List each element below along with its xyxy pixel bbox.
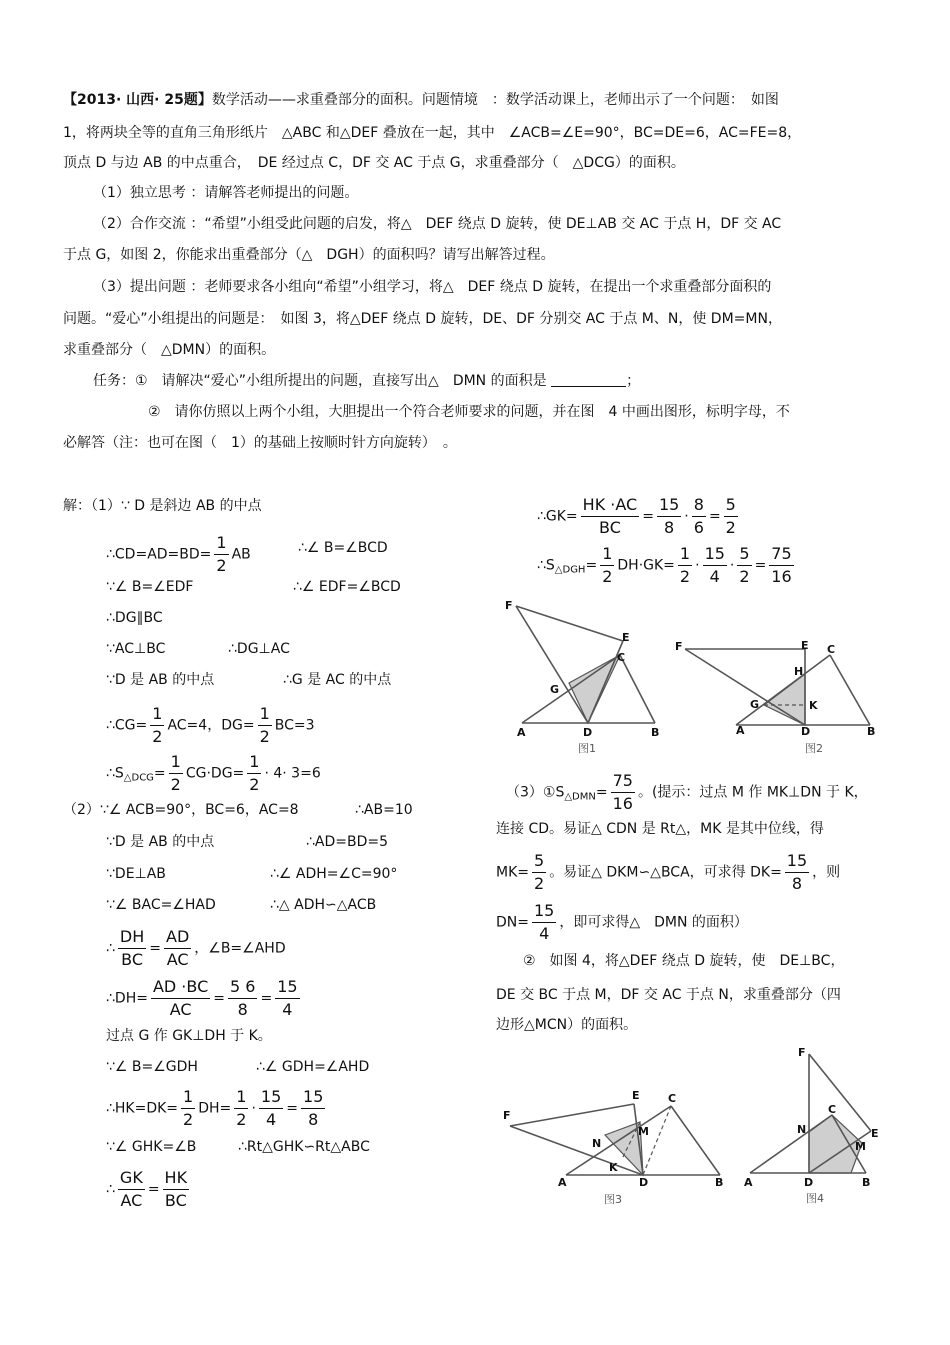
frac-num: HK ·AC bbox=[581, 494, 640, 517]
frac-num: 15 bbox=[275, 976, 299, 999]
frac-den: 4 bbox=[266, 1110, 277, 1129]
fraction bbox=[214, 532, 228, 577]
fraction bbox=[611, 770, 635, 815]
frac-num: HK bbox=[163, 1167, 190, 1190]
frac-den: 8 bbox=[308, 1110, 319, 1129]
sol-l13-b: = bbox=[149, 940, 162, 957]
sol-l17-a: ∴HK=DK= bbox=[106, 1100, 179, 1117]
fig4-label-n: N bbox=[797, 1123, 807, 1136]
sol-r3-a: （3）①S bbox=[506, 784, 565, 801]
fig1-label-a: A bbox=[517, 726, 526, 739]
frac-num: 15 bbox=[532, 900, 556, 923]
fraction bbox=[275, 976, 299, 1021]
sol-l14-b: = bbox=[213, 990, 225, 1007]
sol-l3-a: ∵∠ B=∠EDF bbox=[106, 579, 194, 595]
fig3-cb bbox=[671, 1106, 720, 1175]
sol-l13-c: ，∠B=∠AHD bbox=[194, 940, 286, 957]
frac-den: 2 bbox=[249, 775, 260, 794]
sol-r3-b: = bbox=[595, 784, 608, 801]
fig3-ac bbox=[566, 1106, 671, 1175]
fig2-label-b: B bbox=[867, 725, 876, 738]
fraction bbox=[703, 543, 727, 588]
sol-l8-sub: △DCG bbox=[123, 772, 154, 784]
frac-den: 8 bbox=[664, 518, 675, 537]
sol-r1-b: = bbox=[642, 508, 654, 525]
sol-l13-a: ∴ bbox=[106, 940, 115, 957]
fig1-ac bbox=[522, 655, 620, 723]
fig3-label-m: M bbox=[638, 1125, 649, 1138]
frac-den: BC bbox=[599, 518, 621, 537]
sol-l10-a: ∵D 是 AB 的中点 bbox=[106, 834, 215, 850]
sol-l5-a: ∵AC⊥BC bbox=[106, 641, 166, 657]
sol-r1-a: ∴GK= bbox=[537, 508, 578, 525]
problem-line-7: （3）提出问题 ：老师要求各小组向“希望”小组学习，将△ DEF 绕点 D 旋转，在提出一个求重叠部分面积的 bbox=[93, 279, 772, 295]
sol-l19 bbox=[106, 1167, 192, 1212]
frac-num: 1 bbox=[600, 543, 614, 566]
frac-num: AD ·BC bbox=[151, 976, 210, 999]
fraction bbox=[169, 751, 183, 796]
frac-num: 1 bbox=[214, 532, 228, 555]
frac-den: AC bbox=[120, 1191, 143, 1210]
fraction bbox=[163, 1167, 190, 1212]
problem-line-10 bbox=[93, 371, 640, 391]
figure-4 bbox=[740, 1040, 885, 1210]
frac-den: 6 bbox=[693, 518, 704, 537]
fraction bbox=[724, 494, 738, 539]
sol-l15: 过点 G 作 GK⊥DH 于 K。 bbox=[106, 1028, 272, 1044]
fraction bbox=[737, 543, 751, 588]
fraction bbox=[259, 1086, 283, 1131]
sol-r6 bbox=[496, 900, 748, 945]
figure-2 bbox=[670, 630, 885, 760]
sol-l4: ∴DG∥BC bbox=[106, 610, 163, 626]
fig1-df bbox=[516, 606, 588, 723]
frac-num: 15 bbox=[785, 850, 809, 873]
frac-num: 15 bbox=[259, 1086, 283, 1109]
sol-l2-b: AB bbox=[231, 546, 251, 563]
fig3-label-f: F bbox=[503, 1109, 511, 1122]
frac-num: 5 bbox=[532, 850, 546, 873]
sol-r9: 边形△MCN）的面积。 bbox=[496, 1017, 638, 1033]
frac-den: 4 bbox=[539, 924, 550, 943]
frac-den: 2 bbox=[602, 567, 613, 586]
frac-num: 75 bbox=[611, 770, 635, 793]
problem-line-6: 于点 G，如图 2，你能求出重叠部分（△ DGH）的面积吗？请写出解答过程。 bbox=[63, 247, 555, 263]
frac-den: 16 bbox=[771, 567, 792, 586]
answer-blank bbox=[551, 372, 626, 387]
sol-r1-c: · bbox=[684, 508, 689, 525]
fraction bbox=[532, 850, 546, 895]
sol-r5-b: 。易证△ DKM∽△BCA，可求得 DK= bbox=[549, 864, 782, 881]
sol-r2-sub: △DGH bbox=[554, 564, 586, 576]
sol-l2-a: ∴CD=AD=BD= bbox=[106, 546, 212, 563]
sol-l16-a: ∵∠ B=∠GDH bbox=[106, 1059, 198, 1075]
fig3-fe bbox=[510, 1104, 634, 1126]
fig4-label-f: F bbox=[798, 1046, 806, 1059]
fig4-label-e: E bbox=[871, 1127, 879, 1140]
frac-den: BC bbox=[164, 1191, 187, 1210]
frac-num: 1 bbox=[234, 1086, 248, 1109]
sol-r2 bbox=[537, 543, 797, 588]
sol-r2-g: = bbox=[754, 557, 767, 574]
problem-line-12: 必解答（注：也可在图（ 1）的基础上按顺时针方向旋转） 。 bbox=[63, 435, 457, 451]
fig1-label-f: F bbox=[505, 599, 513, 612]
sol-l7-b: AC=4，DG= bbox=[167, 717, 255, 734]
sol-l17-b: DH= bbox=[198, 1100, 232, 1117]
frac-num: 75 bbox=[769, 543, 793, 566]
frac-num: 5 bbox=[724, 494, 738, 517]
fig2-caption: 图2 bbox=[805, 742, 823, 755]
sol-l9-b: ∴AB=10 bbox=[355, 802, 413, 818]
frac-den: 2 bbox=[534, 874, 545, 893]
fig4-label-d: D bbox=[804, 1176, 814, 1189]
sol-l17-d: = bbox=[286, 1100, 299, 1117]
frac-num: 5 bbox=[737, 543, 751, 566]
fig2-label-f: F bbox=[675, 640, 683, 653]
fig3-label-k: K bbox=[609, 1161, 618, 1174]
frac-den: 8 bbox=[791, 874, 803, 893]
frac-den: 4 bbox=[709, 567, 720, 586]
frac-den: 2 bbox=[170, 775, 181, 794]
sol-l8-c: CG·DG= bbox=[185, 765, 245, 782]
sol-r2-d: · bbox=[695, 557, 700, 574]
sol-r1 bbox=[537, 494, 741, 539]
fig2-label-k: K bbox=[809, 699, 818, 712]
fig2-cb bbox=[830, 655, 870, 725]
sol-r3 bbox=[506, 770, 868, 815]
sol-l2 bbox=[106, 532, 251, 577]
sol-l6-a: ∵D 是 AB 的中点 bbox=[106, 672, 215, 688]
fraction bbox=[150, 703, 164, 748]
problem-line-1 bbox=[63, 90, 779, 110]
frac-den: 2 bbox=[739, 567, 750, 586]
sol-l18-a: ∵∠ GHK=∠B bbox=[106, 1139, 197, 1155]
frac-den: 2 bbox=[679, 567, 691, 586]
fig2-label-d: D bbox=[801, 725, 811, 738]
sol-r6-a: DN= bbox=[496, 914, 529, 931]
frac-num: 1 bbox=[678, 543, 692, 566]
fraction bbox=[228, 976, 257, 1021]
fig4-label-b: B bbox=[862, 1176, 871, 1189]
fig4-label-a: A bbox=[744, 1176, 753, 1189]
frac-den: 8 bbox=[237, 1000, 248, 1019]
sol-l12-b: ∴△ ADH∽△ACB bbox=[270, 897, 377, 913]
sol-l10-b: ∴AD=BD=5 bbox=[306, 834, 389, 850]
sol-l17-c: · bbox=[251, 1100, 256, 1117]
problem-line-2: 1，将两块全等的直角三角形纸片 △ABC 和△DEF 叠放在一起，其中 ∠ACB=∠E=90°，BC=DE=6，AC=FE=8， bbox=[63, 125, 802, 141]
frac-den: 2 bbox=[216, 556, 227, 575]
fraction bbox=[258, 703, 272, 748]
sol-l8-b: = bbox=[153, 765, 166, 782]
fig1-label-d: D bbox=[583, 726, 593, 739]
sol-r6-b: ，即可求得△ DMN 的面积） bbox=[559, 914, 748, 931]
task-1-text: 任务：① 请解决“爱心”小组所提出的问题，直接写出△ DMN 的面积是 bbox=[93, 373, 547, 389]
sol-l18-b: ∴Rt△GHK∽Rt△ABC bbox=[238, 1139, 370, 1155]
frac-den: BC bbox=[121, 950, 144, 969]
fraction bbox=[692, 494, 706, 539]
task-1-end: ； bbox=[626, 373, 641, 389]
fraction bbox=[678, 543, 692, 588]
fig3-label-a: A bbox=[558, 1176, 567, 1189]
sol-l8 bbox=[106, 751, 321, 796]
frac-num: 8 bbox=[692, 494, 706, 517]
fraction bbox=[234, 1086, 248, 1131]
sol-l17 bbox=[106, 1086, 328, 1131]
frac-num: 5 6 bbox=[228, 976, 257, 999]
sol-l11-b: ∴∠ ADH=∠C=90° bbox=[270, 866, 398, 882]
fig2-label-c: C bbox=[827, 643, 836, 656]
sol-r2-b: = bbox=[585, 557, 598, 574]
problem-line-8: 问题。“爱心”小组提出的问题是： 如图 3，将△DEF 绕点 D 旋转，DE、DF 分别交 AC 于点 M、N，使 DM=MN， bbox=[63, 311, 782, 327]
fraction bbox=[532, 900, 556, 945]
fig4-label-c: C bbox=[828, 1103, 837, 1116]
frac-den: 2 bbox=[183, 1110, 194, 1129]
fig1-cb bbox=[620, 655, 655, 723]
sol-r5-a: MK= bbox=[496, 864, 529, 881]
frac-num: 15 bbox=[657, 494, 681, 517]
frac-num: 1 bbox=[247, 751, 261, 774]
frac-num: DH bbox=[118, 926, 146, 949]
fig3-label-n: N bbox=[592, 1137, 602, 1150]
sol-l9-a: （2）∵∠ ACB=90°，BC=6，AC=8 bbox=[63, 802, 299, 818]
sol-l7-c: BC=3 bbox=[274, 717, 315, 734]
sol-l13 bbox=[106, 926, 286, 971]
fraction bbox=[164, 926, 191, 971]
frac-num: GK bbox=[118, 1167, 145, 1190]
fig4-label-m: M bbox=[855, 1140, 866, 1153]
fig1-caption: 图1 bbox=[578, 742, 596, 755]
fraction bbox=[151, 976, 210, 1021]
frac-den: 4 bbox=[282, 1000, 293, 1019]
sol-l8-d: · 4· 3=6 bbox=[264, 765, 321, 782]
fig4-caption: 图4 bbox=[806, 1192, 824, 1205]
fraction bbox=[118, 926, 146, 971]
fig3-label-e: E bbox=[632, 1089, 640, 1102]
sol-l1: 解：（1）∵ D 是斜边 AB 的中点 bbox=[63, 498, 262, 514]
fig3-label-b: B bbox=[715, 1176, 724, 1189]
frac-den: 2 bbox=[259, 727, 270, 746]
frac-den: AC bbox=[166, 950, 189, 969]
sol-l11-a: ∵DE⊥AB bbox=[106, 866, 166, 882]
sol-l8-a: ∴S bbox=[106, 765, 124, 782]
sol-l2-c: ∴∠ B=∠BCD bbox=[298, 540, 388, 556]
fraction bbox=[581, 494, 640, 539]
frac-num: 1 bbox=[258, 703, 272, 726]
fraction bbox=[301, 1086, 325, 1131]
fig3-caption: 图3 bbox=[604, 1193, 622, 1206]
fig1-label-e: E bbox=[622, 631, 630, 644]
problem-heading: 【2013· 山西· 25题】 bbox=[63, 92, 212, 108]
frac-den: AC bbox=[169, 1000, 192, 1019]
frac-den: 2 bbox=[152, 727, 163, 746]
sol-r5 bbox=[496, 850, 840, 895]
sol-l5-b: ∴DG⊥AC bbox=[228, 641, 290, 657]
frac-den: 2 bbox=[725, 518, 736, 537]
sol-r3-sub: △DMN bbox=[564, 791, 596, 803]
frac-den: 16 bbox=[612, 794, 633, 813]
fig1-label-b: B bbox=[651, 726, 660, 739]
sol-r2-e: · bbox=[729, 557, 735, 574]
fraction bbox=[785, 850, 809, 895]
fraction bbox=[600, 543, 614, 588]
fraction bbox=[247, 751, 261, 796]
sol-r5-c: ，则 bbox=[812, 864, 841, 881]
sol-l19-b: = bbox=[147, 1181, 160, 1198]
frac-num: 1 bbox=[169, 751, 183, 774]
sol-l7 bbox=[106, 703, 315, 748]
frac-den: 2 bbox=[236, 1110, 247, 1129]
sol-l6-b: ∴G 是 AC 的中点 bbox=[283, 672, 392, 688]
sol-r3-c: 。(提示：过点 M 作 MK⊥DN 于 K， bbox=[637, 784, 868, 801]
fig3-cd bbox=[643, 1106, 671, 1175]
fig3-label-d: D bbox=[639, 1176, 649, 1189]
sol-l16-b: ∴∠ GDH=∠AHD bbox=[256, 1059, 370, 1075]
sol-r7: ② 如图 4，将△DEF 绕点 D 旋转，使 DE⊥BC， bbox=[523, 953, 845, 969]
fig2-label-h: H bbox=[794, 665, 804, 678]
problem-line-3: 顶点 D 与边 AB 的中点重合， DE 经过点 C，DF 交 AC 于点 G，求重叠部分（ △DCG）的面积。 bbox=[63, 155, 685, 171]
sol-l14 bbox=[106, 976, 303, 1021]
fig2-label-e: E bbox=[801, 639, 809, 652]
sol-r4: 连接 CD。易证△ CDN 是 Rt△，MK 是其中位线，得 bbox=[496, 821, 824, 837]
sol-l3-b: ∴∠ EDF=∠BCD bbox=[293, 579, 401, 595]
fraction bbox=[181, 1086, 195, 1131]
fig1-label-g: G bbox=[550, 683, 560, 696]
fig1-fe bbox=[516, 606, 623, 641]
figure-1 bbox=[505, 595, 675, 760]
sol-r2-a: ∴S bbox=[537, 557, 555, 574]
sol-r2-c: DH·GK= bbox=[617, 557, 675, 574]
frac-num: 1 bbox=[150, 703, 164, 726]
fraction bbox=[118, 1167, 145, 1212]
sol-l14-a: ∴DH= bbox=[106, 990, 148, 1007]
sol-l19-a: ∴ bbox=[106, 1181, 115, 1198]
frac-num: AD bbox=[164, 926, 191, 949]
sol-r1-d: = bbox=[708, 508, 721, 525]
problem-line-5: （2）合作交流 ：“希望”小组受此问题的启发，将△ DEF 绕点 D 旋转，使 DE⊥AB 交 AC 于点 H，DF 交 AC bbox=[93, 216, 782, 232]
frac-num: 15 bbox=[703, 543, 727, 566]
fig4-fe bbox=[809, 1054, 871, 1131]
frac-num: 15 bbox=[301, 1086, 325, 1109]
fig3-label-c: C bbox=[668, 1092, 677, 1105]
fig2-label-g: G bbox=[750, 698, 760, 711]
problem-line-9: 求重叠部分（ △DMN）的面积。 bbox=[63, 342, 276, 358]
sol-r8: DE 交 BC 于点 M，DF 交 AC 于点 N，求重叠部分（四 bbox=[496, 987, 841, 1003]
frac-num: 1 bbox=[181, 1086, 195, 1109]
fig1-label-c: C bbox=[617, 651, 626, 664]
sol-l14-c: = bbox=[260, 990, 273, 1007]
problem-line-1-text: 数学活动——求重叠部分的面积。问题情境 ：数学活动课上，老师出示了一个问题： 如图 bbox=[211, 92, 779, 108]
sol-l12-a: ∵∠ BAC=∠HAD bbox=[106, 897, 216, 913]
sol-l7-a: ∴CG= bbox=[106, 717, 148, 734]
fig2-label-a: A bbox=[736, 724, 745, 737]
fraction bbox=[657, 494, 681, 539]
fraction bbox=[769, 543, 793, 588]
problem-line-4: （1）独立思考 ：请解答老师提出的问题。 bbox=[93, 185, 359, 201]
figure-3 bbox=[500, 1085, 730, 1210]
problem-line-11: ② 请你仿照以上两个小组，大胆提出一个符合老师要求的问题，并在图 4 中画出图形，标明字母，不 bbox=[148, 404, 790, 420]
